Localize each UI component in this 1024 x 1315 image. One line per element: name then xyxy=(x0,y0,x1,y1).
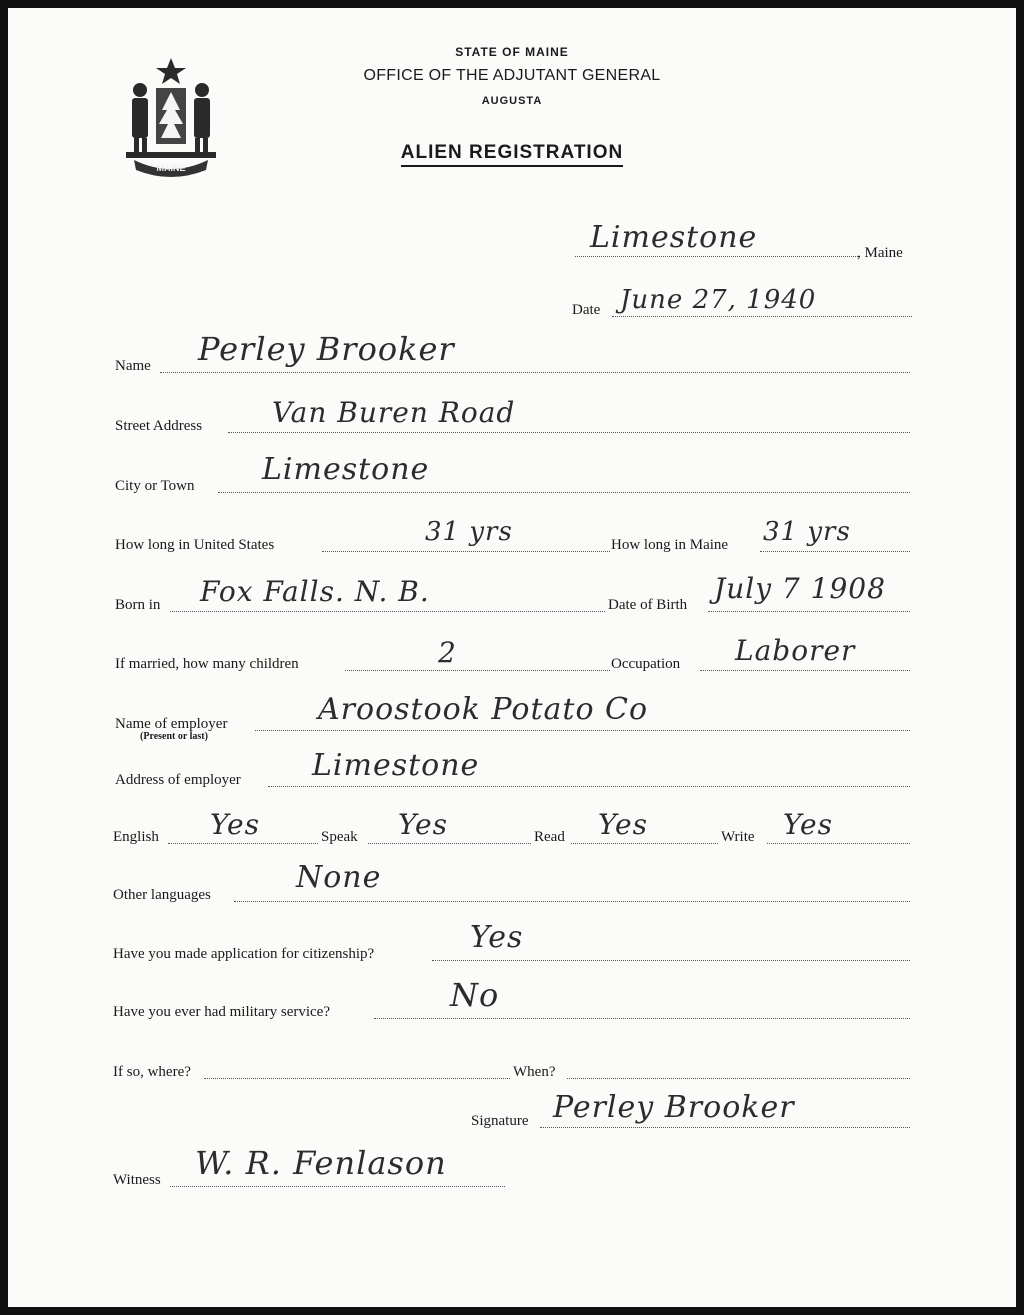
english-label: English xyxy=(113,829,159,845)
dob-value: July 7 1908 xyxy=(714,572,886,605)
employer-address-value: Limestone xyxy=(312,748,480,783)
city-value: Limestone xyxy=(262,452,430,487)
english-value: Yes xyxy=(210,808,260,841)
citizenship-label: Have you made application for citizenship? xyxy=(113,946,375,962)
date-value: June 27, 1940 xyxy=(620,285,817,315)
employer-address-label: Address of employer xyxy=(115,772,241,788)
born-label: Born in xyxy=(115,597,161,613)
street-label: Street Address xyxy=(115,418,203,434)
when-label: When? xyxy=(513,1064,556,1080)
occupation-label: Occupation xyxy=(611,656,681,672)
born-value: Fox Falls. N. B. xyxy=(200,575,430,608)
read-label: Read xyxy=(534,829,565,845)
write-value: Yes xyxy=(783,808,833,841)
dob-label: Date of Birth xyxy=(608,597,688,613)
witness-value: W. R. Fenlason xyxy=(195,1144,447,1182)
write-label: Write xyxy=(721,829,755,845)
maine-value: 31 yrs xyxy=(763,517,851,547)
city-heading: AUGUSTA xyxy=(481,95,543,107)
maine-label: How long in Maine xyxy=(611,537,729,553)
other-languages-label: Other languages xyxy=(113,887,211,903)
city-label: City or Town xyxy=(115,478,195,494)
form-title: ALIEN REGISTRATION xyxy=(0,142,1024,164)
signature-value: Perley Brooker xyxy=(553,1090,795,1125)
citizenship-value: Yes xyxy=(470,920,524,955)
svg-text:MAINE: MAINE xyxy=(156,163,186,173)
other-languages-value: None xyxy=(296,860,382,895)
children-value: 2 xyxy=(438,636,457,669)
military-label: Have you ever had military service? xyxy=(113,1004,330,1020)
speak-value: Yes xyxy=(398,808,448,841)
speak-label: Speak xyxy=(321,829,358,845)
us-label: How long in United States xyxy=(115,537,275,553)
place-suffix: , Maine xyxy=(857,245,903,261)
employer-sublabel: (Present or last) xyxy=(140,731,208,742)
employer-label: Name of employer xyxy=(115,716,228,732)
date-label: Date xyxy=(572,302,601,318)
name-value: Perley Brooker xyxy=(198,330,455,368)
state-heading: STATE OF MAINE xyxy=(455,45,569,59)
us-value: 31 yrs xyxy=(425,517,513,547)
office-heading: OFFICE OF THE ADJUTANT GENERAL xyxy=(363,67,661,84)
signature-label: Signature xyxy=(471,1113,529,1129)
name-label: Name xyxy=(115,358,151,374)
employer-value: Aroostook Potato Co xyxy=(318,692,649,727)
read-value: Yes xyxy=(598,808,648,841)
witness-label: Witness xyxy=(113,1172,161,1188)
place-value: Limestone xyxy=(590,220,758,255)
occupation-value: Laborer xyxy=(735,634,856,667)
military-value: No xyxy=(450,976,500,1014)
children-label: If married, how many children xyxy=(115,656,299,672)
street-value: Van Buren Road xyxy=(272,396,516,429)
where-label: If so, where? xyxy=(113,1064,191,1080)
